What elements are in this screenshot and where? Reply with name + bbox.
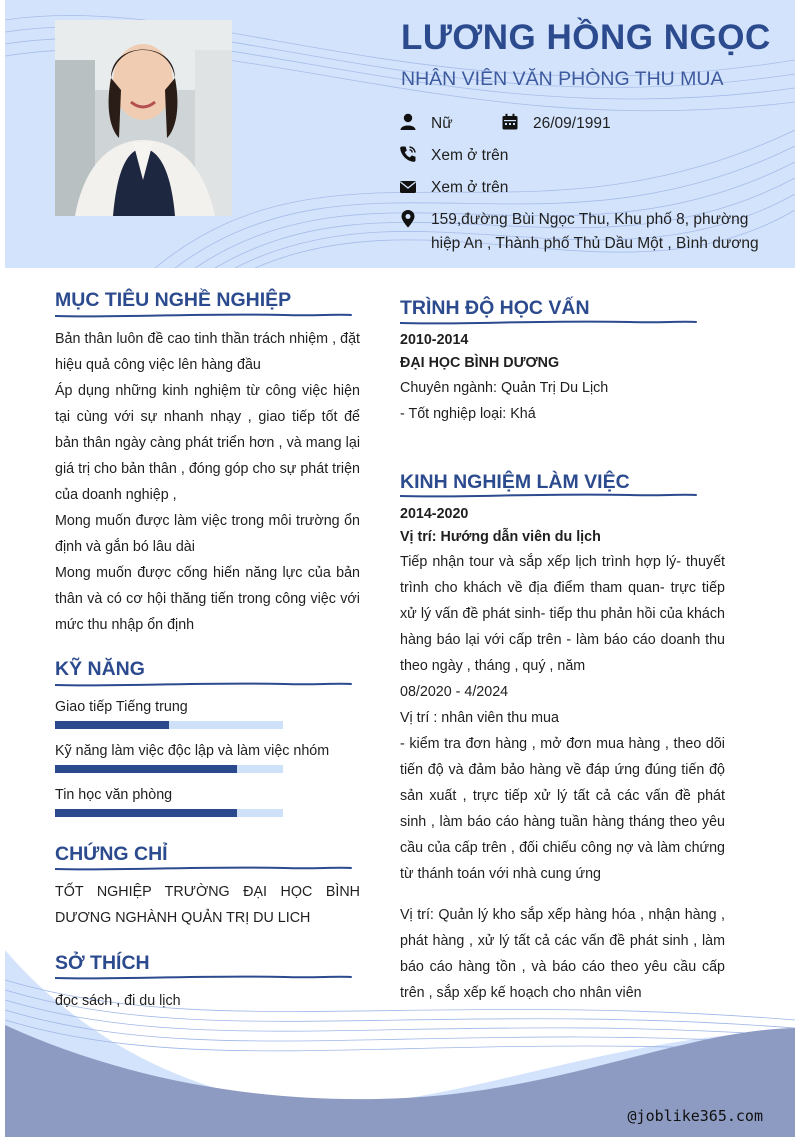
- profile-photo: [55, 20, 232, 216]
- cv-header: [5, 0, 795, 268]
- phone-icon: [399, 145, 417, 163]
- certificates-title: CHỨNG CHỈ: [55, 843, 168, 865]
- objective-underline: [55, 312, 355, 320]
- skill-bar: [55, 721, 283, 729]
- phone-value: Xem ở trên: [431, 147, 509, 164]
- experience-description: Vị trí: Quản lý kho sắp xếp hàng hóa , nhận hàng , phát hàng , xử lý tất cả các vấn đề phát sinh , làm báo cáo hàng tồn , và báo cáo theo yêu cầu cấp trên , sắp xếp kế hoạch cho nhân viên: [400, 907, 725, 1001]
- skill-bar-fill: [55, 765, 237, 773]
- objective-paragraph: Bản thân luôn đề cao tinh thần trách nhiệm , đặt hiệu quả công việc lên hàng đầu: [55, 331, 360, 373]
- watermark: @joblike365.com: [627, 1107, 763, 1125]
- certificates-underline: [55, 865, 355, 873]
- user-icon: [399, 113, 417, 131]
- education-grade: - Tốt nghiệp loại: Khá: [400, 406, 536, 422]
- email-icon: [399, 178, 417, 196]
- skill-bar-fill: [55, 721, 169, 729]
- experience-position: Vị trí : nhân viên thu mua: [400, 710, 559, 726]
- address-value: 159,đường Bùi Ngọc Thu, Khu phố 8, phường hiệp An , Thành phố Thủ Dầu Một , Bình dương: [431, 211, 759, 252]
- candidate-name: LƯƠNG HỒNG NGỌC: [401, 18, 771, 57]
- skill-bar: [55, 809, 283, 817]
- hobbies-title: SỞ THÍCH: [55, 952, 150, 974]
- hobbies-text: đọc sách , đi du lịch: [55, 993, 181, 1009]
- experience-description: - kiểm tra đơn hàng , mở đơn mua hàng , theo dõi tiến độ và đảm bảo hàng về đáp ứng đúng tiến độ sản xuất , trực tiếp xử lý tất cả các vấn đề phát sinh , làm báo cáo hàng tuần hàng tháng theo yêu cầu của cấp trên , đối chiếu công nợ và làm chứng từ thánh toán với nhà cung ứng: [400, 736, 725, 882]
- experience-title: KINH NGHIỆM LÀM VIỆC: [400, 471, 630, 493]
- candidate-job-title: NHÂN VIÊN VĂN PHÒNG THU MUA: [401, 68, 724, 90]
- skill-label: Kỹ năng làm việc độc lập và làm việc nhóm: [55, 743, 330, 759]
- skill-label: Giao tiếp Tiếng trung: [55, 699, 188, 715]
- skill-bar: [55, 765, 283, 773]
- skill-bar-fill: [55, 809, 237, 817]
- email-value: Xem ở trên: [431, 179, 509, 196]
- education-school: ĐẠI HỌC BÌNH DƯƠNG: [400, 355, 560, 371]
- objective-text: [55, 326, 360, 638]
- objective-paragraph: Mong muốn được cống hiến năng lực của bản thân và có cơ hội thăng tiến trong công việc với mức thu nhập ổn định: [55, 565, 360, 633]
- education-major: Chuyên ngành: Quản Trị Du Lịch: [400, 380, 609, 396]
- birthday-value: 26/09/1991: [533, 115, 611, 132]
- hobbies-underline: [55, 974, 355, 982]
- education-title: TRÌNH ĐỘ HỌC VẤN: [400, 297, 590, 319]
- skills-underline: [55, 681, 355, 689]
- experience-period: 08/2020 - 4/2024: [400, 684, 509, 700]
- experience-underline: [400, 492, 700, 500]
- experience-description: Tiếp nhận tour và sắp xếp lịch trình hợp lý- thuyết trình cho khách về địa điểm tham quan- trực tiếp xử lý vấn đề phát sinh- tiếp thu phản hồi của khách hàng báo lại với cấp trên - làm báo cáo doanh thu theo ngày , tháng , quý , năm: [400, 554, 725, 674]
- experience-position: Vị trí: Hướng dẫn viên du lịch: [400, 529, 601, 545]
- location-icon: [399, 210, 417, 228]
- experience-period: 2014-2020: [400, 506, 469, 522]
- cv-page: [5, 0, 795, 1137]
- education-period: 2010-2014: [400, 332, 469, 348]
- certificates-text: TỐT NGHIỆP TRƯỜNG ĐẠI HỌC BÌNH DƯƠNG NGHÀNH QUẢN TRỊ DU LICH: [55, 884, 360, 926]
- objective-title: MỤC TIÊU NGHỀ NGHIỆP: [55, 289, 292, 311]
- calendar-icon: [501, 113, 519, 131]
- objective-paragraph: Áp dụng những kinh nghiệm từ công việc hiện tại cùng với sự nhanh nhạy , giao tiếp tốt để bản thân ngày càng phát triển hơn , và mang lại giá trị cho bản thân , đóng góp cho sự phát triện của doanh nghiệp ,: [55, 383, 360, 503]
- gender-value: Nữ: [431, 115, 453, 132]
- skills-title: KỸ NĂNG: [55, 658, 145, 680]
- skill-label: Tin học văn phòng: [55, 787, 173, 803]
- objective-paragraph: Mong muốn được làm việc trong môi trường ổn định và gắn bó lâu dài: [55, 513, 360, 555]
- education-underline: [400, 319, 700, 327]
